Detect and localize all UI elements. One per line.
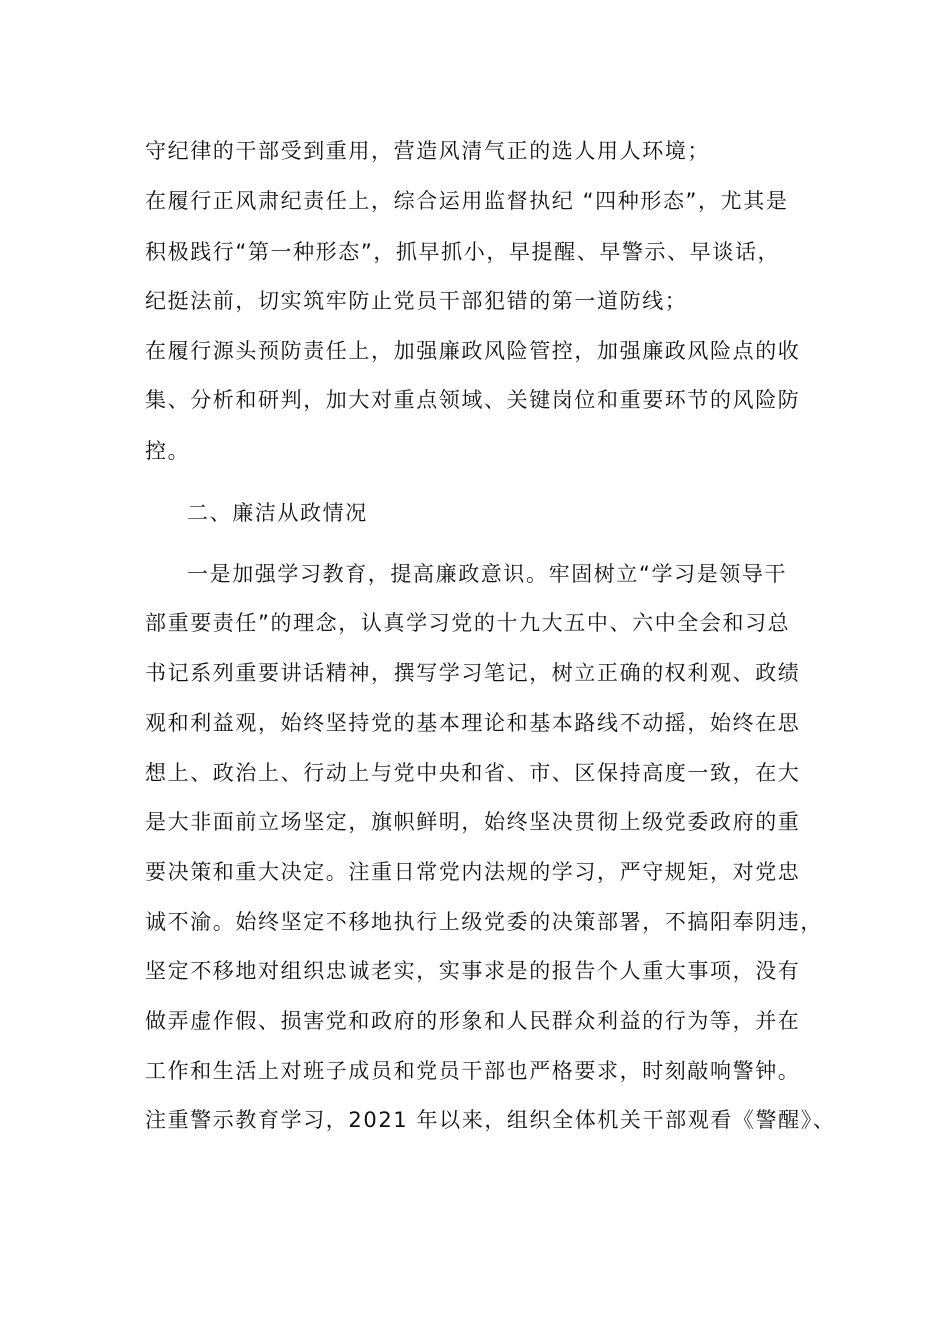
text-line: 在履行源头预防责任上，加强廉政风险管控，加强廉政风险点的收	[145, 339, 801, 363]
text-line: 积极践行“第一种形态”，抓早抓小，早提醒、早警示、早谈话，	[145, 240, 781, 264]
text-line: 控。	[145, 439, 191, 463]
text-line: 做弄虚作假、损害党和政府的形象和人民群众利益的行为等，并在	[145, 1009, 801, 1033]
text-line: 要决策和重大决定。注重日常党内法规的学习，严守规矩，对党忠	[145, 860, 801, 884]
text-line: 守纪律的干部受到重用，营造风清气正的选人用人环境；	[145, 139, 710, 163]
section-heading: 二、廉洁从政情况	[187, 501, 368, 525]
text-line: 纪挺法前，切实筑牢防止党员干部犯错的第一道防线；	[145, 289, 688, 313]
text-line: 注重警示教育学习，2021 年以来，组织全体机关干部观看《警醒》、	[145, 1108, 836, 1132]
text-line: 书记系列重要讲话精神，撰写学习笔记，树立正确的权利观、政绩	[145, 661, 801, 685]
text-line: 是大非面前立场坚定，旗帜鲜明，始终坚决贯彻上级党委政府的重	[145, 810, 801, 834]
text-line: 在履行正风肃纪责任上，综合运用监督执纪 “四种形态”，尤其是	[145, 189, 789, 213]
paragraph-first-line: 一是加强学习教育，提高廉政意识。牢固树立“学习是领导干	[187, 562, 788, 586]
text-line: 部重要责任”的理念，认真学习党的十九大五中、六中全会和习总	[145, 611, 791, 635]
text-line: 观和利益观，始终坚持党的基本理论和基本路线不动摇，始终在思	[145, 711, 801, 735]
text-line: 想上、政治上、行动上与党中央和省、市、区保持高度一致，在大	[145, 761, 801, 785]
text-line: 集、分析和研判，加大对重点领域、关键岗位和重要环节的风险防	[145, 388, 801, 412]
text-line: 工作和生活上对班子成员和党员干部也严格要求，时刻敲响警钟。	[145, 1059, 801, 1083]
text-line: 诚不渝。始终坚定不移地执行上级党委的决策部署，不搞阳奉阴违，	[145, 910, 823, 934]
text-line: 坚定不移地对组织忠诚老实，实事求是的报告个人重大事项，没有	[145, 959, 801, 983]
